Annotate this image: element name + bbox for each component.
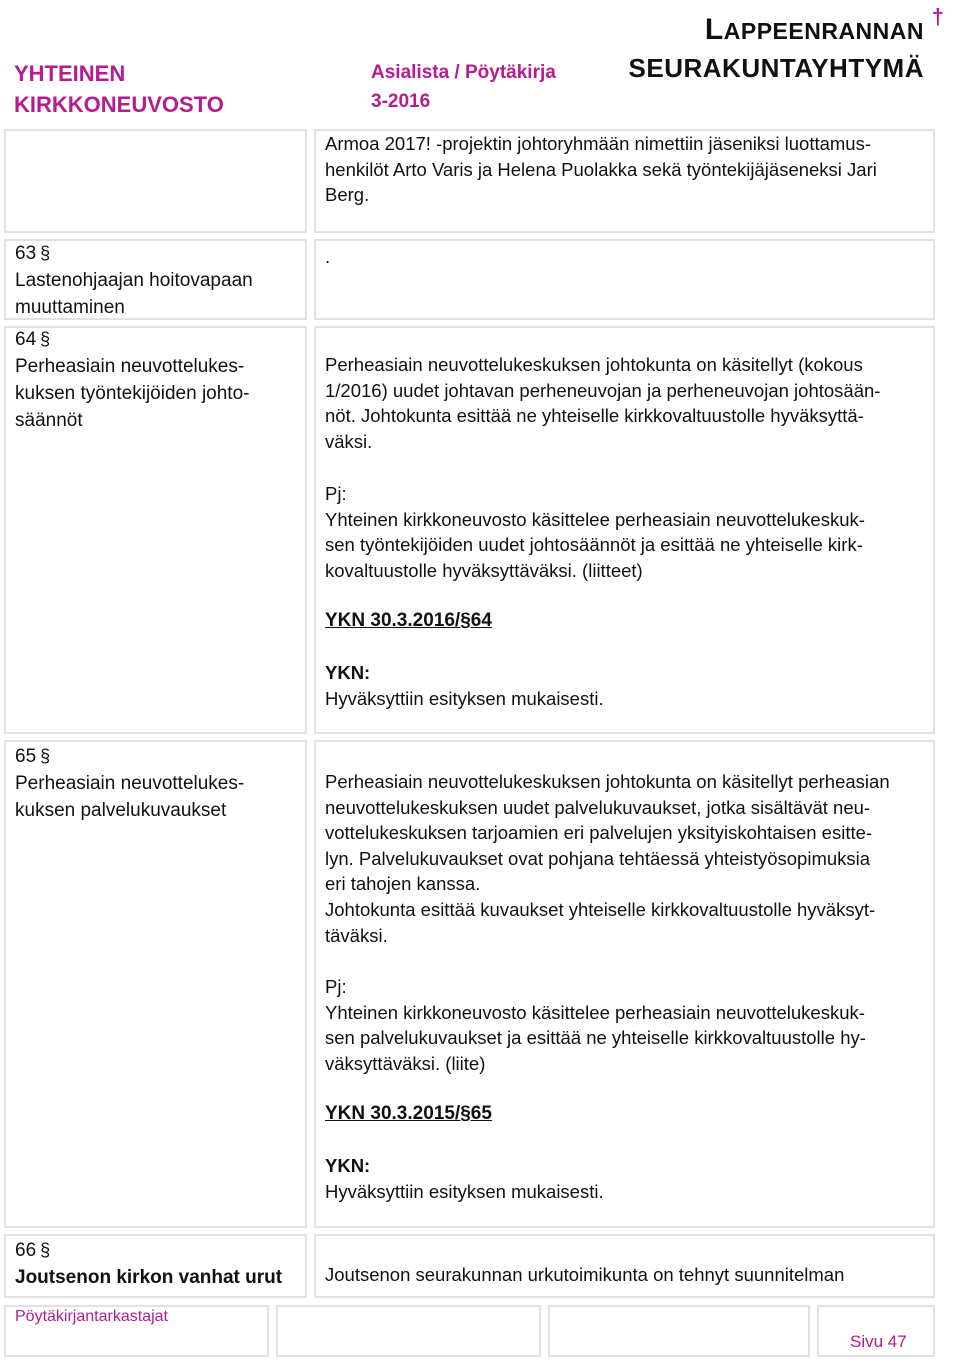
item-63-title-line1: Lastenohjaajan hoitovapaan (15, 270, 253, 291)
header-left (14, 58, 224, 120)
item-66-number: 66 (15, 1240, 37, 1261)
header-left-line2: KIRKKONEUVOSTO (14, 92, 224, 117)
item-66-heading (15, 1237, 282, 1291)
section-icon: § (40, 746, 51, 766)
item-64-ykn-ref: YKN 30.3.2016/§64 (325, 610, 492, 631)
item-66-body: Joutsenon seurakunnan urkutoimikunta on tehnyt suunnitelman (325, 1264, 845, 1285)
item-65-decision: YKN: Hyväksyttiin esityksen mukaisesti. (325, 1155, 604, 1202)
org-logo (628, 4, 944, 85)
page-number: Sivu 47 (850, 1332, 907, 1351)
item-64-proposal: Pj: Yhteinen kirkkoneuvosto käsittelee perheasiain neuvottelukeskuk- sen työntekijöiden uudet johtosäännöt ja esittää ne yhteiselle kirk- kovaltuustolle hyväksyttäväksi. (liitteet) (325, 481, 925, 583)
org-name-line2: SEURAKUNTAYHTYMÄ (628, 53, 924, 83)
header-doc-type (371, 58, 556, 116)
pj-label: Pj: (325, 483, 347, 504)
section-icon: § (40, 329, 51, 349)
item-64-body: Perheasiain neuvottelukeskuksen johtokunta on käsitellyt (kokous 1/2016) uudet johtavan perheneuvojan ja perheneuvojan johtosään- nöt. Johtokunta esittää ne yhteiselle kirkkovaltuustolle hyväksyttä- väksi. (325, 354, 881, 452)
item-65-number: 65 (15, 746, 37, 767)
footer-label: Pöytäkirjantarkastajat (15, 1308, 168, 1325)
section-icon: § (40, 243, 51, 263)
cross-icon: † (931, 4, 944, 29)
cell-left-continuation (4, 129, 307, 233)
item-65-heading: 65 § Perheasiain neuvottelukes- kuksen palvelukuvaukset (15, 746, 245, 821)
header-doc-number: 3-2016 (371, 91, 431, 112)
item-65-ykn-ref: YKN 30.3.2015/§65 (325, 1103, 492, 1124)
item-63-title-line2: muuttaminen (15, 297, 125, 318)
item-64-decision: YKN: Hyväksyttiin esityksen mukaisesti. (325, 662, 604, 709)
continuation-text: Armoa 2017! -projektin johtoryhmään nimettiin jäseniksi luottamus- henkilöt Arto Varis ja Helena Puolakka sekä työntekijäjäseneksi Jari Berg. (325, 133, 877, 206)
org-name-line1: LAPPEENRANNAN (704, 13, 924, 46)
item-64-number: 64 (15, 329, 37, 350)
header-doc-type-line1: Asialista / Pöytäkirja (371, 62, 556, 83)
header-left-line1: YHTEINEN (14, 61, 126, 86)
footer-cell-3 (548, 1305, 810, 1357)
item-65-proposal: Pj: Yhteinen kirkkoneuvosto käsittelee perheasiain neuvottelukeskuk- sen palvelukuvaukset ja esittää ne yhteiselle kirkkovaltuustolle hy- väksyttäväksi. (liite) (325, 976, 866, 1074)
item-63-body: . (325, 246, 331, 267)
item-65-body: Perheasiain neuvottelukeskuksen johtokunta on käsitellyt perheasian neuvottelukeskuksen uudet palvelukuvaukset, jotka sisältävät neu- vottelukeskuksen tarjoamien eri palvelujen yksityiskohtaisen esitte- lyn. Palvelukuvaukset ovat pohjana tehtäessä yhteistyösopimuksia eri tahojen kanssa. Johtokunta esittää kuvaukset yhteiselle kirkkovaltuustolle hyväksyt- täväksi. (325, 771, 890, 946)
item-63-number: 63 (15, 243, 37, 264)
footer-cell-2 (276, 1305, 541, 1357)
item-64-heading: 64 § Perheasiain neuvottelukes- kuksen työntekijöiden johto- säännöt (15, 329, 250, 431)
item-66-title: Joutsenon kirkon vanhat urut (15, 1267, 283, 1288)
item-63-heading (15, 240, 253, 321)
section-icon: § (40, 1240, 51, 1260)
